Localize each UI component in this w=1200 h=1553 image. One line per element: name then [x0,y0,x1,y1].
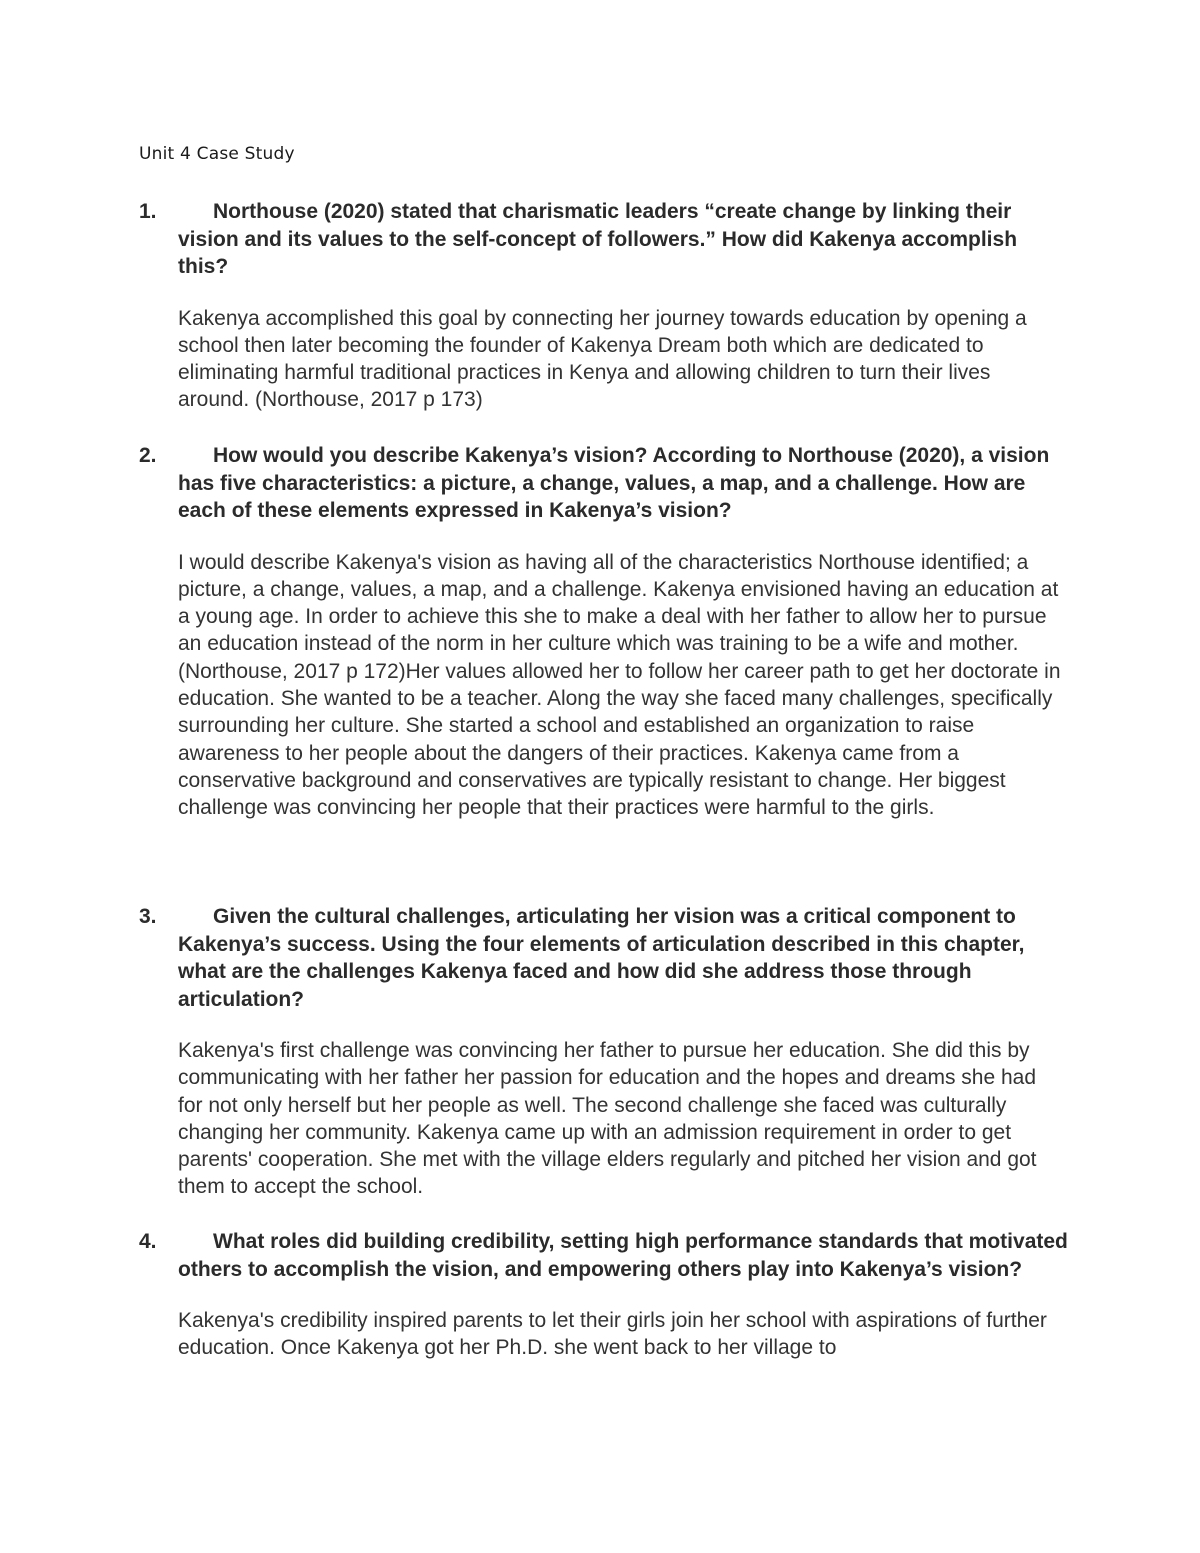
question-1 [139,198,1069,281]
question-number: 3. [139,905,157,928]
answer-4: Kakenya's credibility inspired parents to let their girls join her school with aspirations of further education. Once Kakenya got her Ph.D. she went back to her village to [178,1309,1047,1360]
question-text: Given the cultural challenges, articulating her vision was a critical component to Kakenya’s success. Using the four elements of articulation described in this chapter, what are the challenges Kakenya faced and how did she address those through articulation? [178,905,1025,1011]
question-block-1 [139,198,1069,414]
question-block-2 [139,442,1069,821]
answer-2: I would describe Kakenya's vision as having all of the characteristics Northouse identified; a picture, a change, values, a map, and a challenge. Kakenya envisioned having an education at a young age. In order to achieve this she to make a deal with her father to allow her to pursue an education instead of the norm in her culture which was training to be a wife and mother. (Northouse, 2017 p 172)Her values allowed her to follow her career path to get her doctorate in education. She wanted to be a teacher. Along the way she faced many challenges, specifically surrounding her culture. She started a school and established an organization to raise awareness to her people about the dangers of their practices. Kakenya came from a conservative background and conservatives are typically resistant to change. Her biggest challenge was convincing her people that their practices were harmful to the girls. [178,550,1061,820]
question-block-3 [139,903,1069,1201]
question-text: Northouse (2020) stated that charismatic leaders “create change by linking their vision and its values to the self-concept of followers.” How did Kakenya accomplish this? [178,200,1018,278]
question-text: How would you describe Kakenya’s vision? According to Northouse (2020), a vision has five characteristics: a picture, a change, values, a map, and a challenge. How are each of these elements expressed in Kakenya’s vision? [178,444,1050,522]
question-2 [139,442,1069,525]
question-number: 2. [139,444,157,467]
question-3 [139,903,1069,1013]
answer-3: Kakenya's first challenge was convincing her father to pursue her education. She did this by communicating with her father her passion for education and the hopes and dreams she had for not only herself but her people as well. The second challenge she faced was culturally changing her community. Kakenya came up with an admission requirement in order to get parents' cooperation. She met with the village elders regularly and pitched her vision and got them to accept the school. [178,1039,1037,1199]
document-title: Unit 4 Case Study [139,144,295,164]
question-number: 1. [139,200,157,223]
question-4 [139,1228,1069,1283]
question-block-4 [139,1228,1069,1362]
question-text: What roles did building credibility, setting high performance standards that motivated others to accomplish the vision, and empowering others play into Kakenya’s vision? [178,1230,1068,1281]
question-number: 4. [139,1230,157,1253]
answer-1: Kakenya accomplished this goal by connecting her journey towards education by opening a school then later becoming the founder of Kakenya Dream both which are dedicated to eliminating harmful traditional practices in Kenya and allowing children to turn their lives around. (Northouse, 2017 p 173) [178,306,1027,412]
